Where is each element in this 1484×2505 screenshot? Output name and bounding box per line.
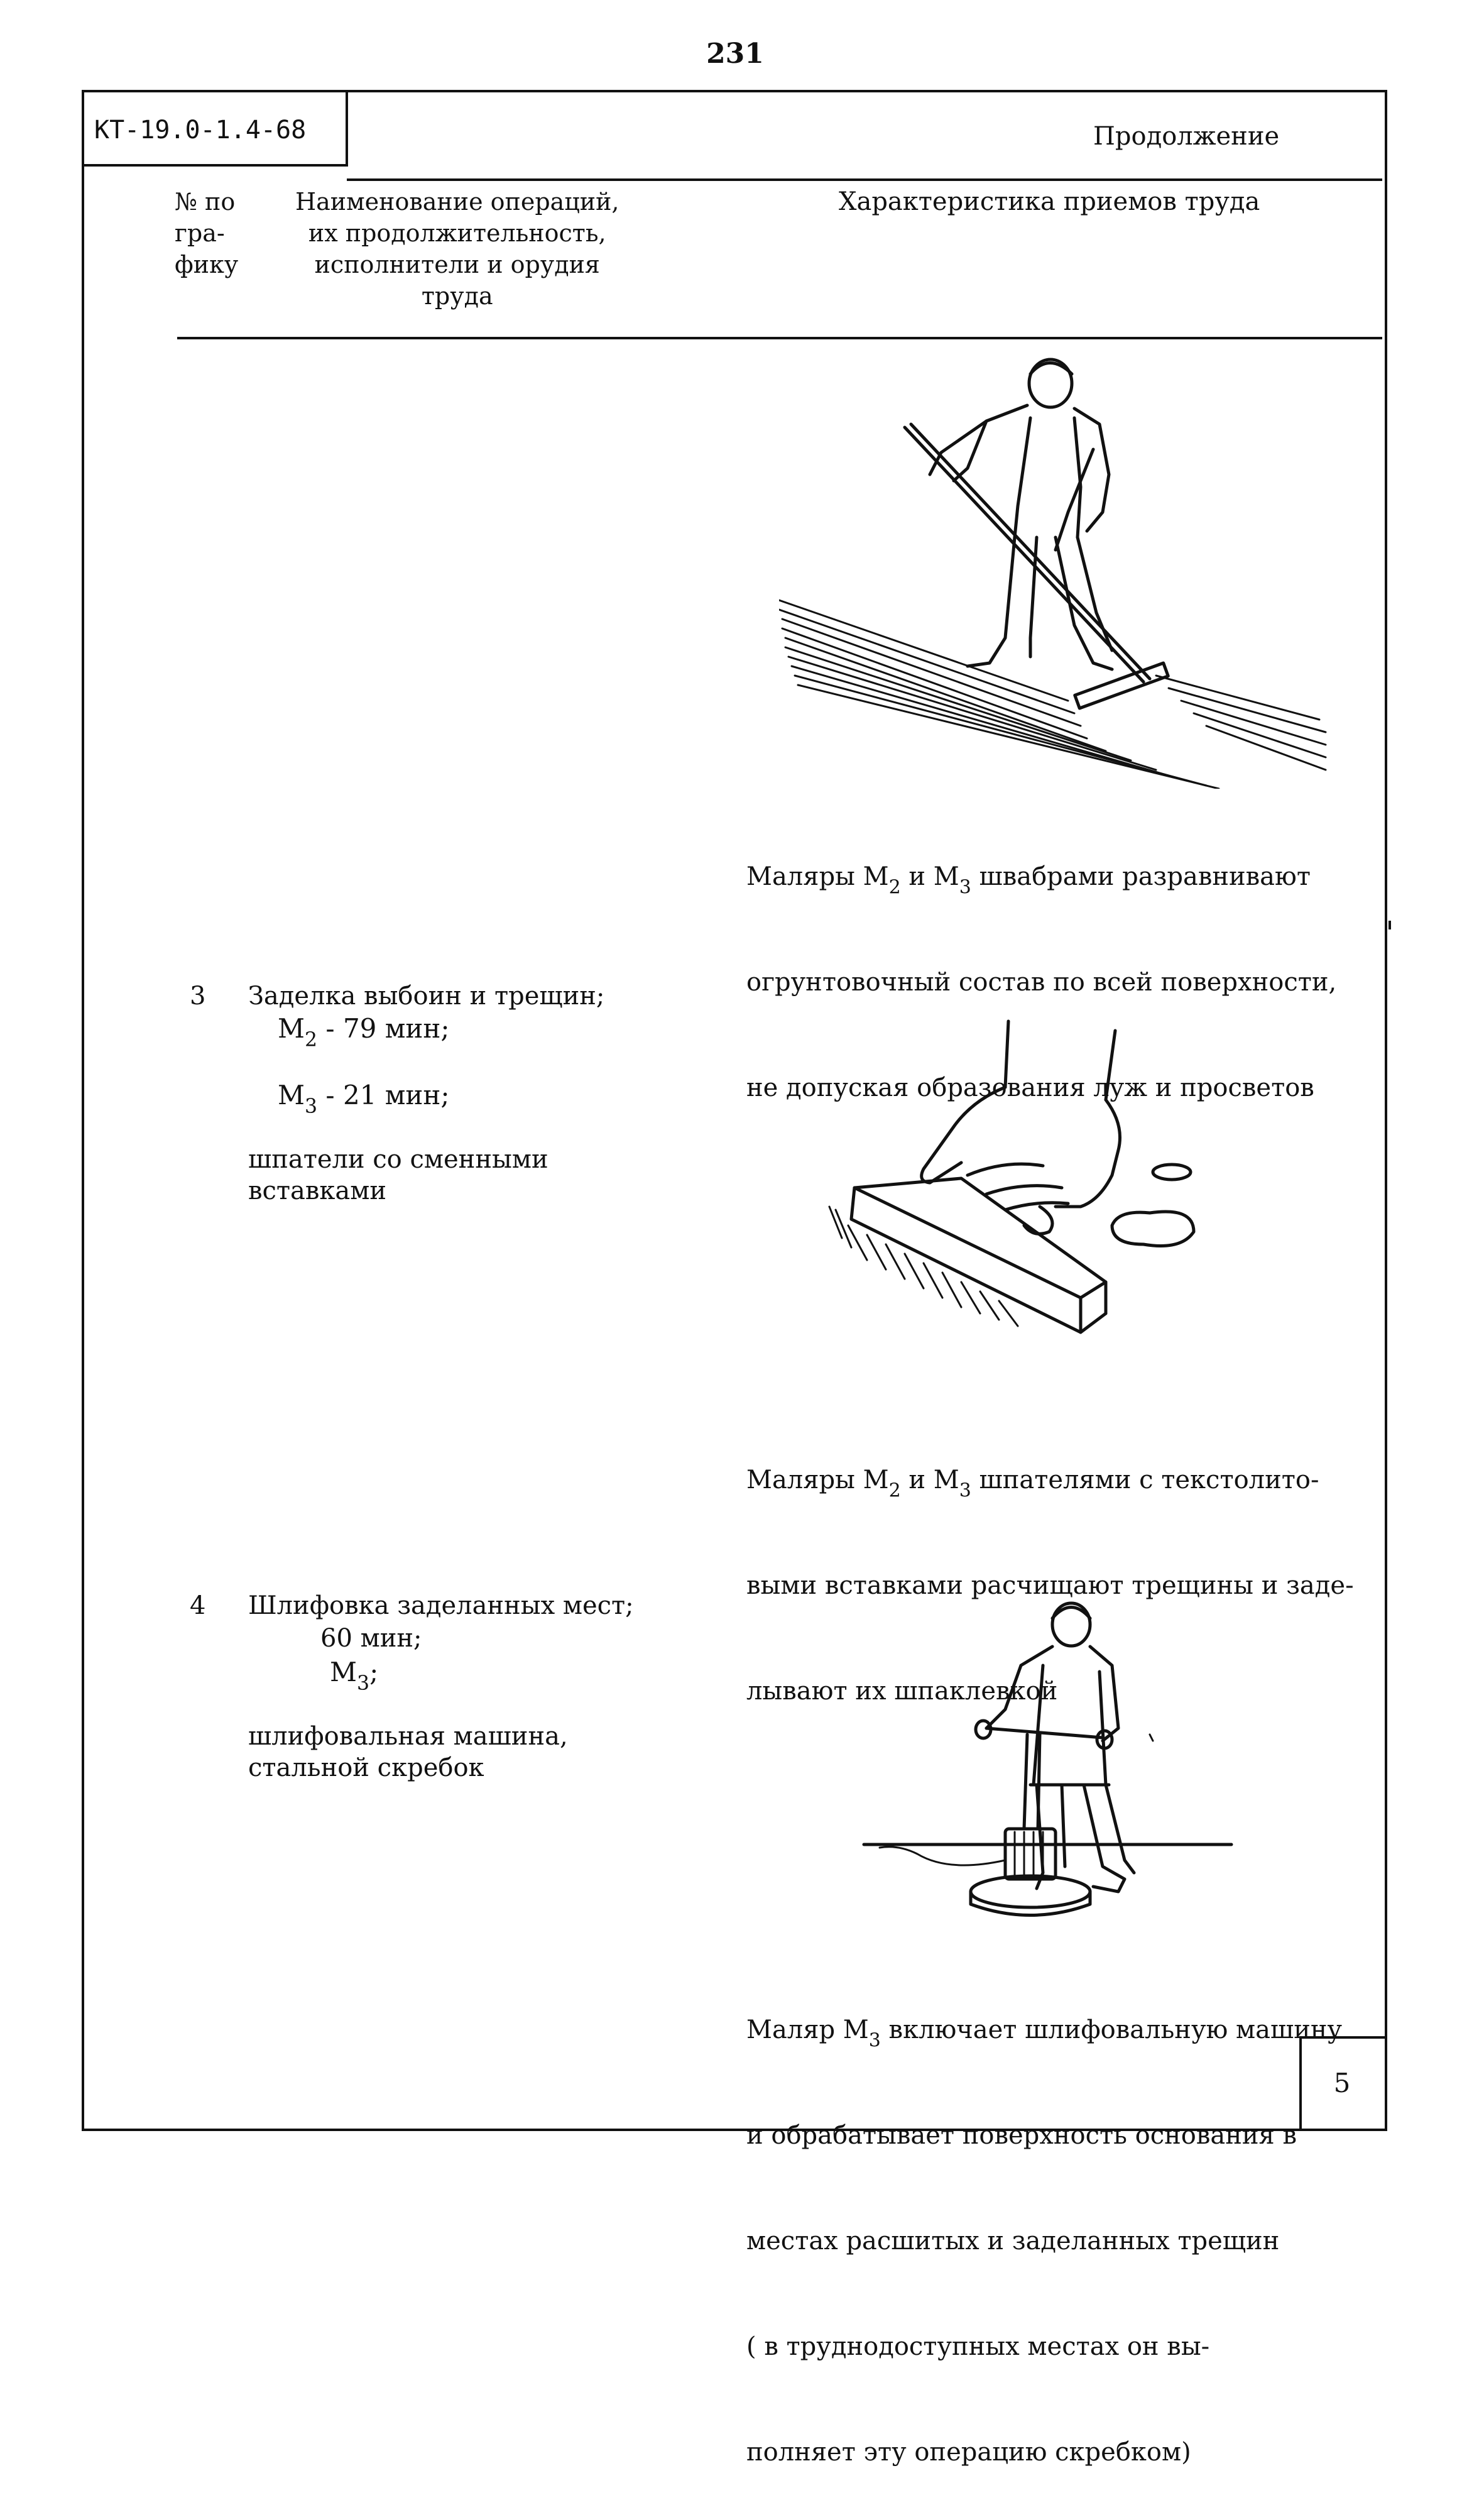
row3-caption-line2: и обрабатывает поверхность основания в xyxy=(746,2121,1297,2150)
row3-number: 4 xyxy=(190,1591,206,1620)
row2-caption-line2: выми вставками расчищают трещины и заде- xyxy=(746,1571,1354,1600)
row2-operation-title: Заделка выбоин и трещин; xyxy=(248,982,605,1011)
row3-caption xyxy=(746,1942,1342,2505)
mopping-worker-illustration xyxy=(779,349,1332,789)
row3-caption-line4: ( в труднодоступных местах он вы- xyxy=(746,2332,1210,2361)
margin-mark xyxy=(1389,921,1391,929)
header-bottom-line xyxy=(177,337,1382,339)
row3-tools: шлифовальная машина, стальной скребок xyxy=(248,1722,568,1782)
row2-tools: шпатели со сменными вставками xyxy=(248,1145,548,1205)
row2-m2-time: $М_2 - 79$ мин; xyxy=(278,1013,450,1052)
spatula-hand-illustration xyxy=(817,1018,1219,1345)
sheet-number: 5 xyxy=(1333,2068,1351,2098)
col-header-operation: Наименование операций, их продолжительность, исполнители и орудия труда xyxy=(295,188,619,310)
row2-number: 3 xyxy=(190,982,206,1011)
row3-caption-line1: Маляр $М_3$ включает шлифовальную машину xyxy=(746,2015,1343,2052)
header-top-line xyxy=(347,178,1382,181)
row3-caption-line3: местах расшитых и заделанных трещин xyxy=(746,2227,1280,2256)
row2-caption-line3: лывают их шпаклевкой xyxy=(746,1677,1058,1706)
row3-time: 60 мин; xyxy=(320,1624,422,1653)
row3-caption-line5: полняет эту операцию скребком) xyxy=(746,2438,1191,2467)
col-header-number: № по гра- фику xyxy=(175,188,239,278)
doc-code: КТ-19.0-1.4-68 xyxy=(94,116,307,145)
row2-m3-time: $М_3 - 21$ мин; xyxy=(278,1080,450,1119)
row3-operation-title: Шлифовка заделанных мест; xyxy=(248,1591,634,1620)
grinding-machine-illustration xyxy=(854,1596,1244,1923)
col-header-characteristics: Характеристика приемов труда xyxy=(839,187,1260,216)
page-number: 231 xyxy=(706,38,764,70)
row1-caption-line3: не допуская образования луж и просветов xyxy=(746,1073,1314,1102)
continuation-label: Продолжение xyxy=(1093,122,1280,151)
row1-caption-line2: огрунтовочный состав по всей поверхности, xyxy=(746,968,1337,997)
row2-caption-line1: Маляры $М_2$ и $М_3$ шпателями с текстолито- xyxy=(746,1466,1319,1502)
row3-worker: $М_3$; xyxy=(330,1657,379,1696)
row1-caption-line1: Маляры $М_2$ и $М_3$ швабрами разравнивают xyxy=(746,862,1311,899)
